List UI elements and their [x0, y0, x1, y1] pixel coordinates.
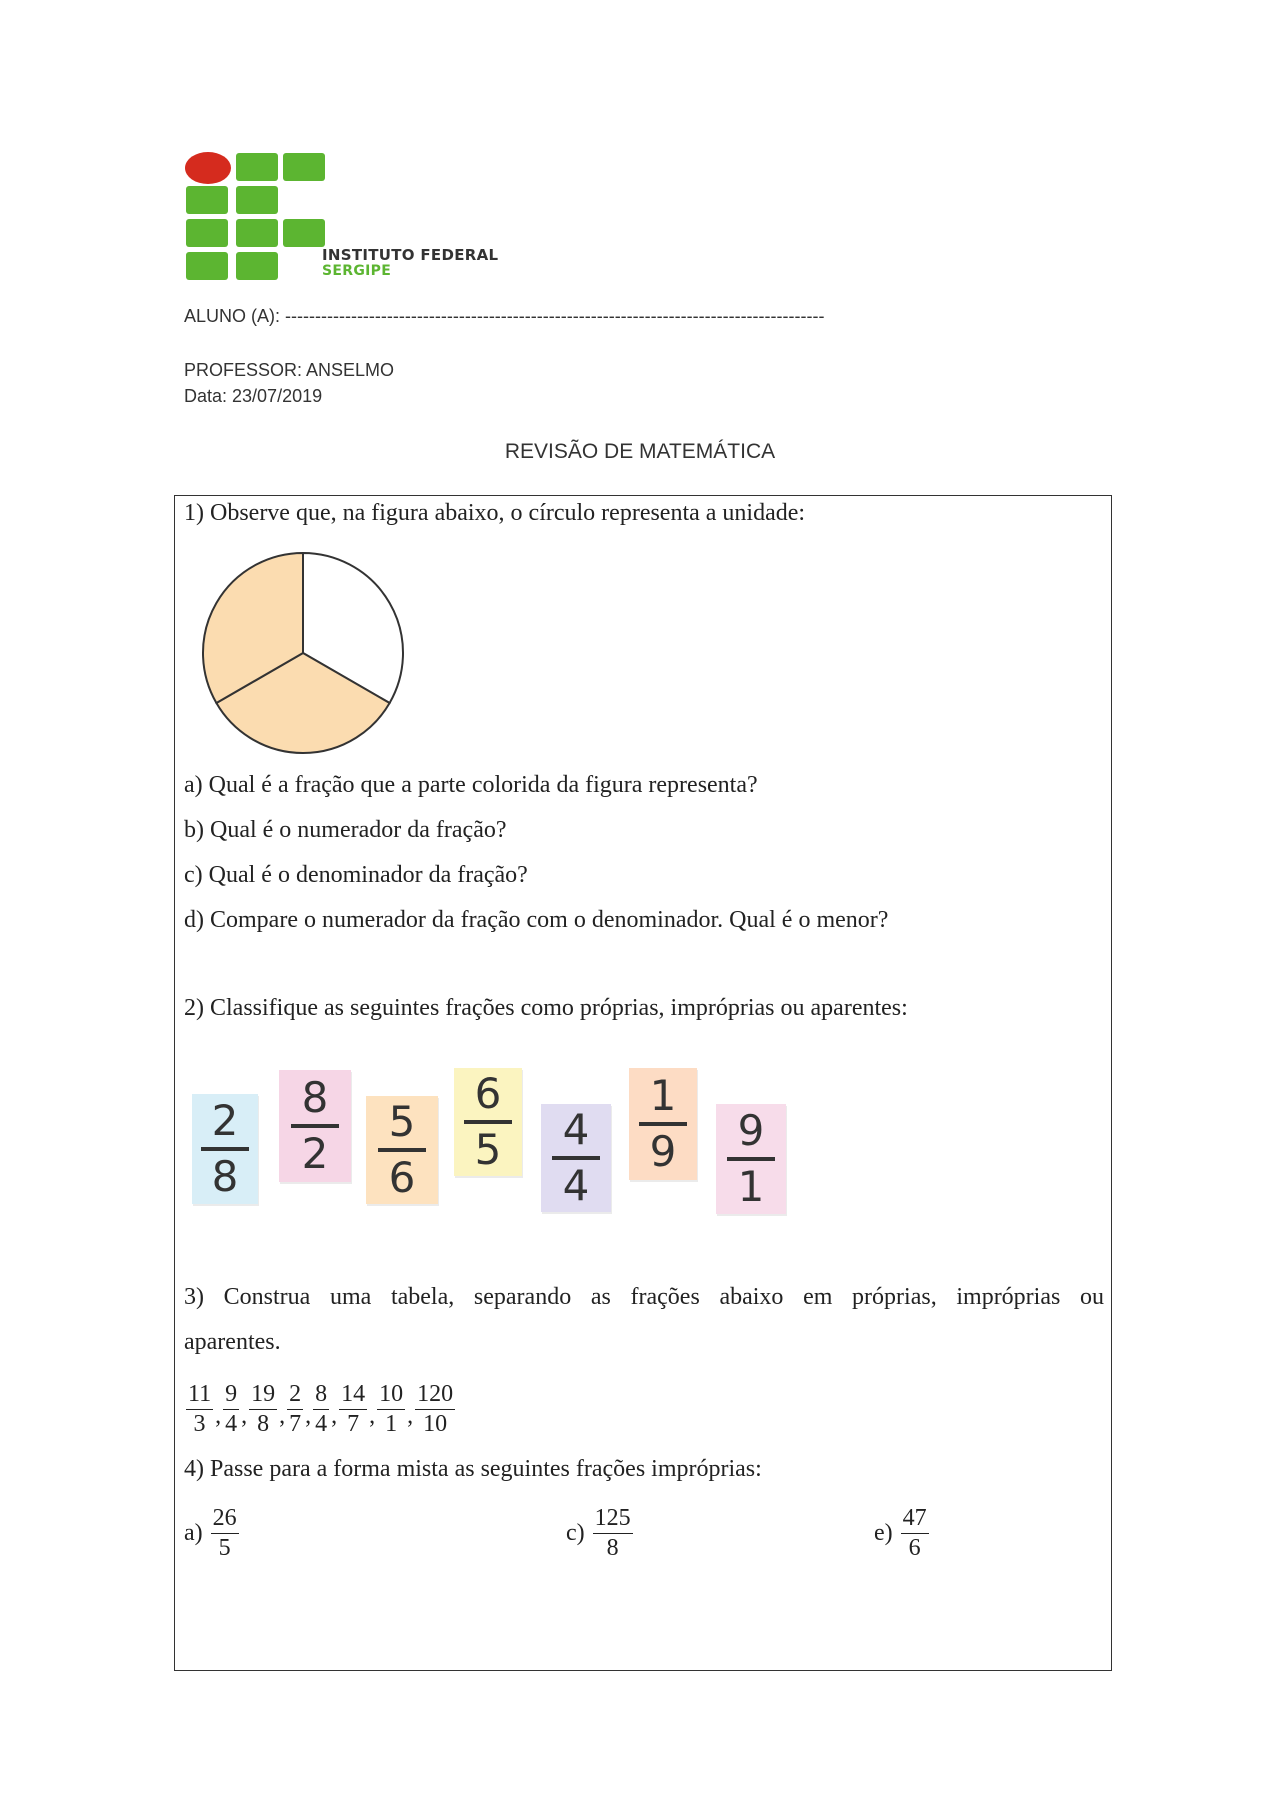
logo-block — [236, 186, 278, 214]
q3-fraction — [223, 1380, 239, 1439]
card-numerator: 9 — [737, 1106, 765, 1155]
fraction-denominator: 10 — [423, 1410, 448, 1437]
fraction-card — [454, 1068, 522, 1176]
fraction-separator: , — [279, 1402, 286, 1429]
logo-block — [186, 186, 228, 214]
pie-chart-thirds — [198, 548, 408, 758]
q3-fraction — [186, 1380, 213, 1439]
card-fraction-bar — [727, 1157, 775, 1161]
fraction-separator: , — [407, 1402, 414, 1429]
card-numerator: 2 — [211, 1096, 239, 1145]
q1-item-c: c) Qual é o denominador da fração? — [184, 862, 528, 888]
q4-prompt: 4) Passe para a forma mista as seguintes frações impróprias: — [184, 1456, 762, 1482]
date-line: Data: 23/07/2019 — [184, 386, 323, 406]
q4-item — [184, 1504, 239, 1563]
q4-item — [566, 1504, 633, 1563]
logo-block — [236, 252, 278, 280]
fraction-denominator: 8 — [606, 1534, 619, 1561]
card-fraction-bar — [639, 1122, 687, 1126]
fraction-numerator: 14 — [339, 1380, 367, 1410]
card-fraction-bar — [464, 1120, 512, 1124]
card-fraction-bar — [201, 1147, 249, 1151]
fraction-numerator: 10 — [377, 1380, 405, 1410]
q3-fraction — [415, 1380, 455, 1439]
q3-fraction — [377, 1380, 405, 1439]
fraction-separator: , — [305, 1402, 312, 1429]
fraction-denominator: 3 — [193, 1410, 206, 1437]
fraction-card — [541, 1104, 611, 1212]
card-denominator: 9 — [649, 1127, 677, 1176]
fraction-numerator: 2 — [287, 1380, 303, 1410]
card-numerator: 5 — [388, 1097, 416, 1146]
q4-item-label: e) — [874, 1519, 893, 1546]
q3-prompt-line2: aparentes. — [184, 1329, 281, 1355]
fraction-numerator: 125 — [593, 1504, 633, 1534]
fraction-denominator: 1 — [385, 1410, 398, 1437]
q4-fraction — [901, 1504, 929, 1563]
professor-line: PROFESSOR: ANSELMO — [184, 360, 395, 380]
logo-text-instituto: INSTITUTO FEDERAL — [322, 246, 499, 264]
fraction-numerator: 9 — [223, 1380, 239, 1410]
fraction-card — [716, 1104, 786, 1214]
q4-item-label: a) — [184, 1519, 203, 1546]
q3-fraction — [339, 1380, 367, 1439]
card-denominator: 1 — [737, 1162, 765, 1211]
q1-item-b: b) Qual é o numerador da fração? — [184, 817, 507, 843]
fraction-separator: , — [331, 1402, 338, 1429]
page-title: REVISÃO DE MATEMÁTICA — [504, 440, 776, 463]
q4-item-label: c) — [566, 1519, 585, 1546]
card-fraction-bar — [378, 1148, 426, 1152]
logo-block — [186, 219, 228, 247]
fraction-denominator: 7 — [289, 1410, 302, 1437]
q3-fraction — [249, 1380, 277, 1439]
fraction-separator: , — [215, 1402, 222, 1429]
student-name-line: ALUNO (A): ------------------------------------------------------------------------------------------ — [184, 306, 825, 326]
q1-prompt: 1) Observe que, na figura abaixo, o círculo representa a unidade: — [184, 500, 806, 526]
fraction-separator: , — [369, 1402, 376, 1429]
q4-fraction — [593, 1504, 633, 1563]
fraction-denominator: 5 — [218, 1534, 231, 1561]
fraction-denominator: 6 — [908, 1534, 921, 1561]
card-numerator: 8 — [301, 1073, 329, 1122]
logo-block — [283, 153, 325, 181]
q4-item — [874, 1504, 929, 1563]
q3-prompt-line1: 3) Construa uma tabela, separando as frações abaixo em próprias, impróprias ou — [184, 1284, 1104, 1310]
logo-block — [236, 153, 278, 181]
card-fraction-bar — [552, 1156, 600, 1160]
q4-fraction — [211, 1504, 239, 1563]
q3-fraction — [287, 1380, 303, 1439]
fraction-denominator: 8 — [257, 1410, 270, 1437]
fraction-denominator: 4 — [315, 1410, 328, 1437]
card-denominator: 8 — [211, 1152, 239, 1201]
card-denominator: 2 — [301, 1129, 329, 1178]
card-denominator: 4 — [562, 1161, 590, 1210]
logo-text-sergipe: SERGIPE — [322, 263, 392, 279]
fraction-card — [629, 1068, 697, 1180]
fraction-numerator: 8 — [313, 1380, 329, 1410]
fraction-card — [192, 1094, 258, 1204]
q3-fraction — [313, 1380, 329, 1439]
fraction-denominator: 7 — [347, 1410, 360, 1437]
fraction-denominator: 4 — [225, 1410, 238, 1437]
q2-prompt: 2) Classifique as seguintes frações como próprias, impróprias ou aparentes: — [184, 995, 908, 1021]
card-fraction-bar — [291, 1124, 339, 1128]
q1-item-a: a) Qual é a fração que a parte colorida da figura representa? — [184, 772, 758, 798]
q1-item-d: d) Compare o numerador da fração com o denominador. Qual é o menor? — [184, 907, 889, 933]
fraction-card — [279, 1070, 351, 1182]
logo-block — [236, 219, 278, 247]
card-numerator: 4 — [562, 1105, 590, 1154]
card-numerator: 1 — [649, 1071, 677, 1120]
card-numerator: 6 — [474, 1069, 502, 1118]
card-denominator: 5 — [474, 1125, 502, 1174]
fraction-numerator: 26 — [211, 1504, 239, 1534]
q3-fraction-list — [186, 1380, 455, 1439]
logo-block — [186, 252, 228, 280]
fraction-numerator: 11 — [186, 1380, 213, 1410]
card-denominator: 6 — [388, 1153, 416, 1202]
fraction-numerator: 47 — [901, 1504, 929, 1534]
logo-red-circle — [185, 152, 231, 184]
fraction-numerator: 19 — [249, 1380, 277, 1410]
fraction-card — [366, 1096, 438, 1204]
fraction-separator: , — [241, 1402, 248, 1429]
logo-block — [283, 219, 325, 247]
fraction-numerator: 120 — [415, 1380, 455, 1410]
